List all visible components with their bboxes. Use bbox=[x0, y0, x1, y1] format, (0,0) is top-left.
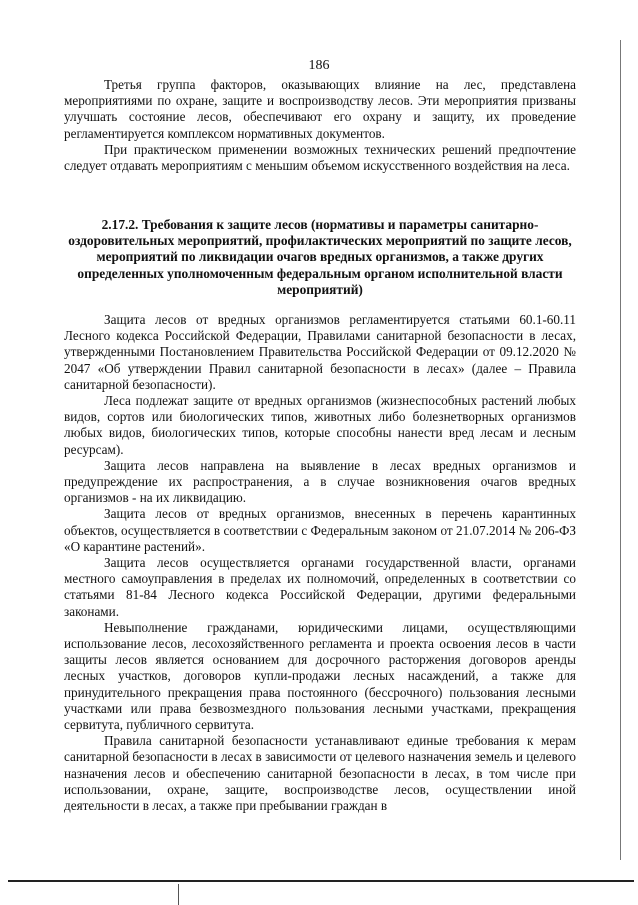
paragraph: Правила санитарной безопасности устанавливают единые требования к мерам санитарной безопасности в лесах в зависимости от целевого назначения земель и целевого назначения лесов и обеспечению санитарной безопасности в лесах, в том числе при использовании, охране, защите, воспроизводстве лесов, осуществлении иной деятельности в лесах, а также при пребывании граждан в bbox=[64, 733, 576, 814]
scan-bottom-line bbox=[8, 880, 634, 882]
paragraph: Невыполнение гражданами, юридическими лицами, осуществляющими использование лесов, лесохозяйственного регламента и проекта освоения лесов в части защиты лесов является основанием для досрочного расторжения договоров аренды лесных участков, договоров купли-продажи лесных насаждений, а также для принудительного прекращения права постоянного (бессрочного) пользования лесными участками или права безвозмездного пользования лесными участками, прекращения сервитута, публичного сервитута. bbox=[64, 619, 576, 733]
paragraph: Защита лесов от вредных организмов регламентируется статьями 60.1-60.11 Лесного кодекса Российской Федерации, Правилами санитарной безопасности в лесах, утвержденными Постановлением Правительства Российской Федерации от 09.12.2020 № 2047 «Об утверждении Правил санитарной безопасности в лесах» (далее – Правила санитарной безопасности). bbox=[64, 312, 576, 392]
section-title: Требования к защите лесов (нормативы и параметры санитарно-оздоровительных мероприятий, профилактических мероприятий по защите лесов, мероприятий по ликвидации очагов вредных организмов, а также других определенных уполномоченным федеральным органом исполнительной власти мероприятий) bbox=[68, 217, 572, 297]
scan-margin-line bbox=[620, 40, 621, 860]
page-number: 186 bbox=[308, 58, 330, 73]
scan-edge-mark bbox=[178, 884, 179, 905]
paragraph: Леса подлежат защите от вредных организмов (жизнеспособных растений любых видов, сортов или биологических типов, животных либо болезнетворных организмов любых видов, биологических типов, которые способны нанести вред лесам и лесным ресурсам). bbox=[64, 393, 576, 457]
paragraph: Защита лесов от вредных организмов, внесенных в перечень карантинных объектов, осуществляется в соответствии с Федеральным законом от 21.07.2014 № 206-ФЗ «О карантине растений». bbox=[64, 506, 576, 554]
paragraph: Защита лесов направлена на выявление в лесах вредных организмов и предупреждение их распространения, а в случае возникновения очагов вредных организмов - на их ликвидацию. bbox=[64, 457, 576, 506]
section-number: 2.17.2. bbox=[101, 217, 139, 232]
paragraph: При практическом применении возможных технических решений предпочтение следует отдавать мероприятиям с меньшим объемом искусственного воздействия на леса. bbox=[64, 141, 576, 174]
main-text-block bbox=[64, 312, 576, 814]
paragraph: Защита лесов осуществляется органами государственной власти, органами местного самоуправления в пределах их полномочий, определенных в соответствии со статьями 81-84 Лесного кодекса Российской Федерации, другими федеральными законами. bbox=[64, 555, 576, 619]
intro-text-block bbox=[64, 77, 576, 174]
section-heading bbox=[66, 217, 574, 298]
paragraph: Третья группа факторов, оказывающих влияние на лес, представлена мероприятиями по охране, защите и воспроизводству лесов. Эти мероприятия призваны улучшать состояние лесов, обеспечивают его охрану и защиту, их проведение регламентируется комплексом нормативных документов. bbox=[64, 77, 576, 141]
